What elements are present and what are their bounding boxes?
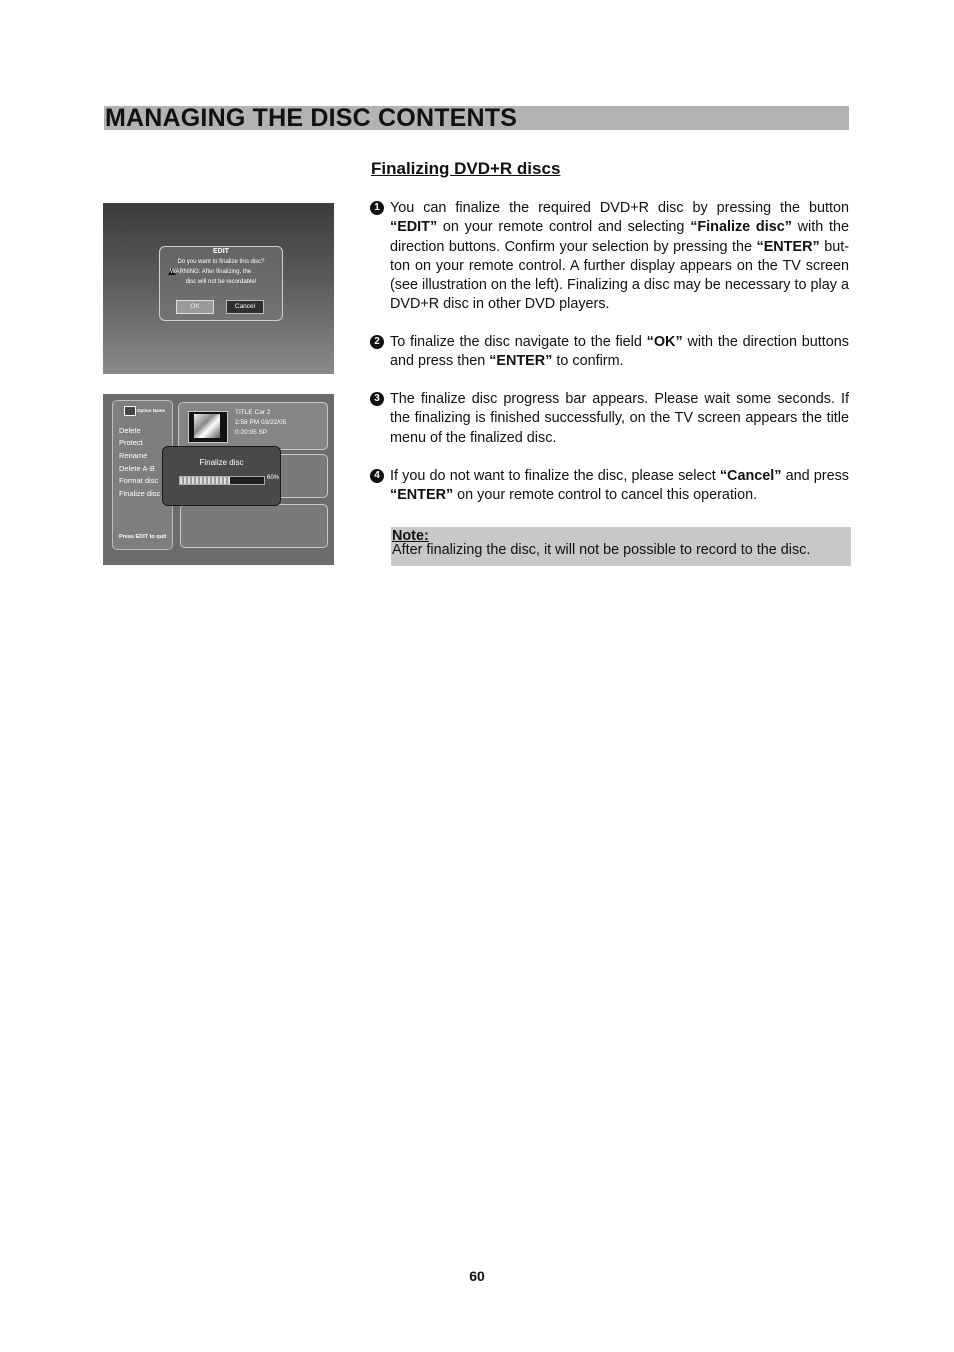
section-title: Finalizing DVD+R discs — [371, 159, 561, 178]
dialog-question: Do you want to finalize this disc? — [177, 259, 265, 265]
step-number: 3 — [370, 392, 384, 406]
menu-item-protect[interactable]: Protect — [119, 438, 143, 447]
finalize-progress-popup — [162, 446, 281, 506]
step-text: If you do not want to finalize the disc, please select “Cancel” and press “ENTER” on your remote control to cancel this operation. — [390, 468, 849, 504]
menu-logo-icon — [124, 406, 136, 416]
menu-item-delete[interactable]: Delete — [119, 426, 141, 435]
note-text: After finalizing the disc, it will not be possible to record to the disc. — [392, 542, 811, 558]
step-text: To finalize the disc navigate to the field “OK” with the direction buttons and press then “ENTER” to confirm. — [390, 334, 849, 370]
dialog-title: EDIT — [213, 248, 229, 255]
step-text: The finalize disc progress bar appears. Please wait some seconds. If the finalizing is finished successfully, on the TV screen appears the title menu of the finalized disc. — [390, 391, 849, 446]
step-2 — [370, 333, 849, 372]
progress-percent: 60% — [267, 475, 280, 481]
title-thumbnail — [188, 411, 228, 443]
progress-label: Finalize disc — [199, 458, 244, 467]
note-box — [391, 527, 851, 566]
title-duration: 0:20:05 SP — [235, 429, 268, 436]
step-number: 1 — [370, 201, 384, 215]
note-label: Note: — [392, 528, 429, 544]
title-datetime: 2:58 PM 03/22/05 — [235, 419, 287, 426]
menu-footer: Press EDIT to quit — [119, 534, 167, 540]
cancel-button[interactable]: Cancel — [226, 300, 264, 314]
step-text: You can finalize the required DVD+R disc by pressing the button “EDIT” on your remote control and selecting “Finalize disc” with the direction buttons. Confirm your selection by pressing the “ENTER” but-ton on your remote control. A further display appears on the TV screen (see illustration on the left). Finalizing a disc may be necessary to play a DVD+R disc in other DVD players. — [390, 200, 849, 313]
menu-item-format-disc[interactable]: Format disc — [119, 476, 159, 485]
step-number: 2 — [370, 335, 384, 349]
tv-screen-finalize-dialog — [103, 203, 334, 374]
empty-title-card — [180, 504, 328, 548]
progress-fill — [180, 477, 230, 484]
title-name: TITLE Car 2 — [235, 409, 271, 416]
dialog-warning-line2: disc will not be recordable! — [185, 279, 257, 285]
menu-item-delete-ab[interactable]: Delete A-B — [119, 464, 155, 473]
menu-logo-text: Option Name — [137, 408, 166, 413]
step-4 — [370, 467, 849, 506]
dialog-warning-line1: WARNING: After finalizing, the — [170, 269, 252, 275]
ok-button[interactable]: OK — [176, 300, 214, 314]
tv-screen-finalize-progress — [103, 394, 334, 565]
edit-dialog — [159, 246, 283, 321]
page-title: MANAGING THE DISC CONTENTS — [105, 104, 518, 132]
menu-item-rename[interactable]: Rename — [119, 451, 148, 460]
step-3 — [370, 390, 849, 448]
step-number: 4 — [370, 469, 384, 483]
menu-item-finalize-disc[interactable]: Finalize disc — [119, 489, 161, 498]
title-card[interactable] — [178, 402, 328, 450]
page-number: 60 — [469, 1268, 485, 1284]
progress-bar — [179, 476, 265, 485]
step-1 — [370, 199, 849, 315]
